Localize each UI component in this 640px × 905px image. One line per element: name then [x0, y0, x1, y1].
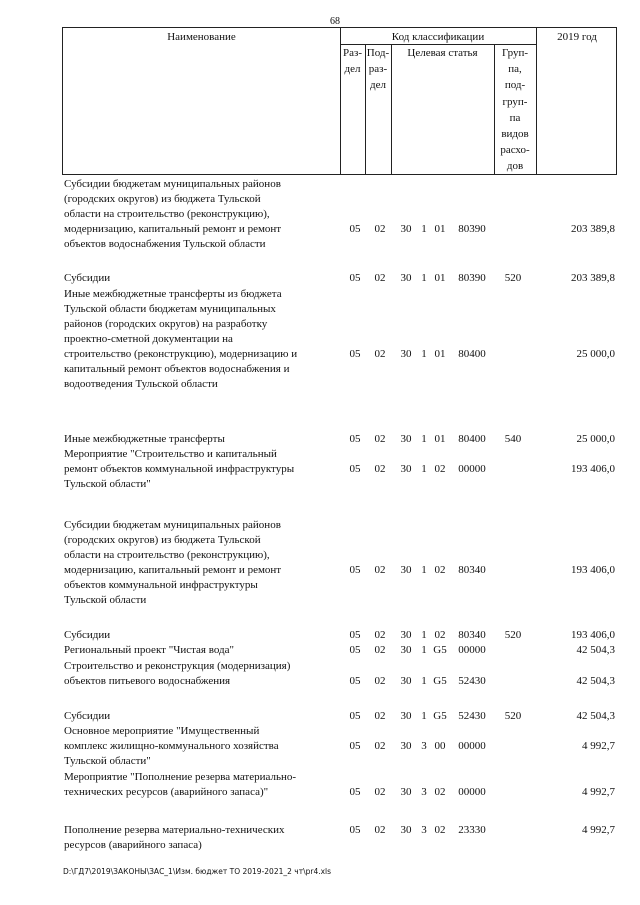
- row-name: Субсидии: [64, 710, 111, 722]
- subprogram-code: 1: [421, 223, 427, 235]
- amount-2019: 25 000,0: [576, 348, 615, 360]
- amount-2019: 203 389,8: [571, 272, 615, 284]
- row-name: Субсидии: [64, 629, 111, 641]
- subprogram-code: 1: [421, 272, 427, 284]
- row-name: Субсидии: [64, 272, 111, 284]
- subsection-code: 02: [374, 348, 386, 360]
- header-name: Наименование: [167, 31, 236, 43]
- subprogram-code: 3: [421, 824, 427, 836]
- table-row: [62, 643, 617, 658]
- table-row: [62, 823, 617, 853]
- direction-code: 00000: [458, 463, 486, 475]
- section-code: 05: [349, 710, 361, 722]
- row-name: Субсидии бюджетам муниципальных районов (городских округов) из бюджета Тульской области на строительство (реконструкцию), модернизацию, капитальный ремонт и ремонт объектов коммунальной инфраструктуры Тульской области: [64, 519, 282, 606]
- event-code: G5: [433, 710, 447, 722]
- row-name: Иные межбюджетные трансферты из бюджета Тульской области бюджетам муниципальных районов (городских округов) на разработку проектно-сметной документации на строительство (реконструкцию), модернизацию и капитальный ремонт объектов водоснабжения и водоотведения Тульской области: [64, 288, 298, 390]
- table-row: [62, 432, 617, 447]
- section-code: 05: [349, 564, 361, 576]
- divider: [536, 28, 537, 174]
- section-code: 05: [349, 272, 361, 284]
- subsection-code: 02: [374, 564, 386, 576]
- table-row: [62, 628, 617, 643]
- direction-code: 52430: [458, 710, 486, 722]
- amount-2019: 203 389,8: [571, 223, 615, 235]
- event-code: G5: [433, 675, 447, 687]
- subprogram-code: 1: [421, 433, 427, 445]
- section-code: 05: [349, 433, 361, 445]
- subprogram-code: 1: [421, 348, 427, 360]
- amount-2019: 4 992,7: [582, 740, 615, 752]
- program-code: 30: [400, 675, 412, 687]
- event-code: 02: [434, 629, 446, 641]
- direction-code: 80340: [458, 629, 486, 641]
- subsection-code: 02: [374, 629, 386, 641]
- page-number: 68: [330, 16, 340, 27]
- subsection-code: 02: [374, 463, 386, 475]
- event-code: 02: [434, 824, 446, 836]
- direction-code: 52430: [458, 675, 486, 687]
- row-name: Иные межбюджетные трансферты: [64, 433, 225, 445]
- direction-code: 80390: [458, 223, 486, 235]
- program-code: 30: [400, 433, 412, 445]
- row-name: Региональный проект "Чистая вода": [64, 644, 235, 656]
- section-code: 05: [349, 629, 361, 641]
- program-code: 30: [400, 740, 412, 752]
- direction-code: 00000: [458, 786, 486, 798]
- section-code: 05: [349, 675, 361, 687]
- amount-2019: 42 504,3: [576, 644, 615, 656]
- program-code: 30: [400, 644, 412, 656]
- table-row: [62, 770, 617, 800]
- program-code: 30: [400, 564, 412, 576]
- program-code: 30: [400, 824, 412, 836]
- header-group: Груп- па, под- груп- па видов расхо- дов: [500, 47, 530, 173]
- section-code: 05: [349, 824, 361, 836]
- amount-2019: 193 406,0: [571, 564, 615, 576]
- subprogram-code: 1: [421, 564, 427, 576]
- amount-2019: 4 992,7: [582, 786, 615, 798]
- row-name: Субсидии бюджетам муниципальных районов (городских округов) из бюджета Тульской области на строительство (реконструкцию), модернизацию, капитальный ремонт и ремонт объектов водоснабжения Тульской области: [64, 178, 282, 250]
- subsection-code: 02: [374, 433, 386, 445]
- amount-2019: 193 406,0: [571, 463, 615, 475]
- program-code: 30: [400, 463, 412, 475]
- event-code: 02: [434, 786, 446, 798]
- subsection-code: 02: [374, 644, 386, 656]
- direction-code: 80390: [458, 272, 486, 284]
- section-code: 05: [349, 644, 361, 656]
- section-code: 05: [349, 740, 361, 752]
- subprogram-code: 1: [421, 710, 427, 722]
- direction-code: 23330: [458, 824, 486, 836]
- program-code: 30: [400, 786, 412, 798]
- expense-group-code: 540: [504, 433, 522, 445]
- event-code: G5: [433, 644, 447, 656]
- header-section: Раз- дел: [342, 47, 362, 75]
- table-row: [62, 518, 617, 608]
- section-code: 05: [349, 223, 361, 235]
- table-row: [62, 724, 617, 769]
- event-code: 02: [434, 463, 446, 475]
- program-code: 30: [400, 348, 412, 360]
- table-row: [62, 709, 617, 724]
- program-code: 30: [400, 223, 412, 235]
- direction-code: 80340: [458, 564, 486, 576]
- program-code: 30: [400, 710, 412, 722]
- expense-group-code: 520: [504, 629, 522, 641]
- event-code: 01: [434, 433, 446, 445]
- subsection-code: 02: [374, 223, 386, 235]
- event-code: 01: [434, 348, 446, 360]
- direction-code: 80400: [458, 433, 486, 445]
- direction-code: 80400: [458, 348, 486, 360]
- amount-2019: 42 504,3: [576, 710, 615, 722]
- program-code: 30: [400, 272, 412, 284]
- section-code: 05: [349, 348, 361, 360]
- direction-code: 00000: [458, 740, 486, 752]
- section-code: 05: [349, 463, 361, 475]
- header-subsection: Под- раз- дел: [366, 47, 390, 91]
- subsection-code: 02: [374, 740, 386, 752]
- amount-2019: 4 992,7: [582, 824, 615, 836]
- row-name: Строительство и реконструкция (модернизация) объектов питьевого водоснабжения: [64, 660, 291, 687]
- event-code: 01: [434, 272, 446, 284]
- table-header: [62, 27, 617, 175]
- event-code: 00: [434, 740, 446, 752]
- table-row: [62, 287, 617, 392]
- table-row: [62, 271, 617, 286]
- amount-2019: 25 000,0: [576, 433, 615, 445]
- header-year: 2019 год: [557, 31, 597, 43]
- subprogram-code: 1: [421, 463, 427, 475]
- table-row: [62, 659, 617, 689]
- event-code: 02: [434, 564, 446, 576]
- table-row: [62, 447, 617, 492]
- header-target: Целевая статья: [407, 47, 478, 59]
- file-path-footer: D:\ГД7\2019\ЗАКОНЫ\ЗАС_1\Изм. бюджет ТО 2019-2021_2 чт\pr4.xls: [63, 867, 332, 876]
- row-name: Мероприятие "Строительство и капитальный ремонт объектов коммунальной инфраструктуры Тульской области": [64, 448, 295, 490]
- subprogram-code: 1: [421, 675, 427, 687]
- divider: [391, 44, 392, 174]
- amount-2019: 193 406,0: [571, 629, 615, 641]
- amount-2019: 42 504,3: [576, 675, 615, 687]
- expense-group-code: 520: [504, 272, 522, 284]
- subprogram-code: 3: [421, 786, 427, 798]
- subsection-code: 02: [374, 675, 386, 687]
- subsection-code: 02: [374, 824, 386, 836]
- direction-code: 00000: [458, 644, 486, 656]
- row-name: Пополнение резерва материально-технических ресурсов (аварийного запаса): [64, 824, 285, 851]
- section-code: 05: [349, 786, 361, 798]
- row-name: Основное мероприятие "Имущественный комплекс жилищно-коммунального хозяйства Тульской области": [64, 725, 279, 767]
- subsection-code: 02: [374, 272, 386, 284]
- expense-group-code: 520: [504, 710, 522, 722]
- subprogram-code: 1: [421, 629, 427, 641]
- row-name: Мероприятие "Пополнение резерва материально- технических ресурсов (аварийного запаса)": [64, 771, 297, 798]
- subprogram-code: 1: [421, 644, 427, 656]
- subprogram-code: 3: [421, 740, 427, 752]
- subsection-code: 02: [374, 786, 386, 798]
- subsection-code: 02: [374, 710, 386, 722]
- event-code: 01: [434, 223, 446, 235]
- header-code: Код классификации: [391, 31, 485, 43]
- table-row: [62, 177, 617, 252]
- program-code: 30: [400, 629, 412, 641]
